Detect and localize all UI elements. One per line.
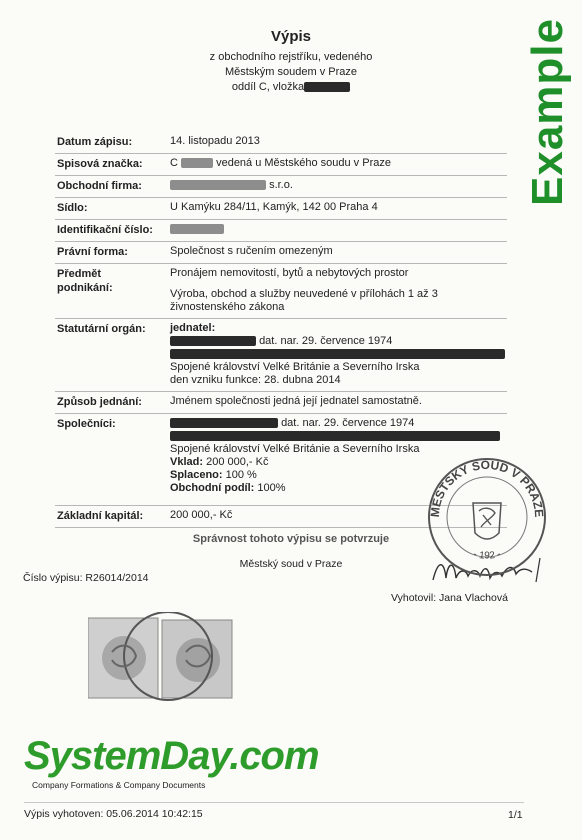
footer-divider <box>24 802 524 803</box>
row-label: Statutární orgán: <box>57 323 146 335</box>
row-statutarni-organ <box>55 319 507 392</box>
row-label: Předmět podnikání: <box>57 268 113 294</box>
row-value: Jménem společnosti jedná její jednatel samostatně. <box>170 395 422 407</box>
podil-label: Obchodní podíl: <box>170 482 255 494</box>
statutar-dob: dat. nar. 29. července 1974 <box>259 335 393 347</box>
spolecnik-name-line <box>170 417 507 430</box>
splaceno-value: 100 % <box>225 469 257 481</box>
row-predmet-podnikani <box>55 264 507 319</box>
seal-top-text: MĚSTSKÝ SOUD V PRAZE <box>427 457 547 518</box>
vklad-label: Vklad: <box>170 456 204 468</box>
issued-by: Vyhotovil: Jana Vlachová <box>391 592 508 604</box>
statutar-address-line <box>170 348 507 361</box>
redaction-bar <box>170 180 266 190</box>
watermark-text: Example <box>523 18 572 206</box>
subtitle-line-2: Městským soudem v Praze <box>224 66 358 78</box>
row-label: Právní forma: <box>57 246 128 258</box>
spis-prefix: C <box>170 157 178 169</box>
document-title: Výpis <box>270 28 312 45</box>
row-label: Základní kapitál: <box>57 510 144 522</box>
spolecnik-address-line <box>170 430 507 443</box>
row-obchodni-firma <box>55 176 507 198</box>
document-subtitle <box>0 50 582 95</box>
spis-text: vedená u Městského soudu v Praze <box>216 157 391 169</box>
confirmation-text: Správnost tohoto výpisu se potvrzuje <box>192 533 390 545</box>
logo-tagline: Company Formations & Company Documents <box>32 780 206 790</box>
vklad-value: 200 000,- Kč <box>206 456 269 468</box>
svg-text:- 192 - <box>472 549 502 562</box>
statutar-name-line <box>170 335 507 348</box>
subtitle-line-3 <box>0 80 582 95</box>
page-number: 1/1 <box>508 809 523 821</box>
row-label: Identifikační číslo: <box>57 224 153 236</box>
redaction-bar <box>170 418 278 428</box>
statutar-role: jednatel: <box>170 322 216 334</box>
redaction-bar <box>170 431 500 441</box>
row-datum-zapisu <box>55 132 507 154</box>
predmet-item-1: Pronájem nemovitostí, bytů a nebytových prostor <box>170 267 409 279</box>
row-ico <box>55 220 507 242</box>
subtitle-line-3-text: oddíl C, vložka <box>231 81 305 93</box>
row-sidlo <box>55 198 507 220</box>
row-label: Datum zápisu: <box>57 136 133 148</box>
statutar-country: Spojené království Velké Británie a Severního Irska <box>170 361 420 373</box>
row-value: 200 000,- Kč <box>170 509 233 521</box>
fee-stamps <box>88 612 248 702</box>
row-zpusob-jednani <box>55 392 507 414</box>
row-value <box>170 179 507 192</box>
logo-brand: SystemDay.com <box>24 734 319 778</box>
seal-bottom-text: - 192 - <box>471 548 503 562</box>
row-label: Spisová značka: <box>57 158 143 170</box>
generated-timestamp: Výpis vyhotoven: 05.06.2014 10:42:15 <box>24 808 203 820</box>
splaceno-label: Splaceno: <box>170 469 223 481</box>
redaction-bar <box>181 158 213 168</box>
row-value <box>170 223 507 236</box>
court-seal <box>425 455 550 580</box>
extract-number: Číslo výpisu: R26014/2014 <box>23 572 149 584</box>
redaction-bar <box>170 349 505 359</box>
systemday-logo <box>24 734 354 790</box>
row-value <box>170 267 507 314</box>
row-spisova-znacka <box>55 154 507 176</box>
firma-suffix: s.r.o. <box>269 179 293 191</box>
predmet-item-2: Výroba, obchod a služby neuvedené v přílohách 1 až 3 živnostenského zákona <box>170 288 438 313</box>
row-value: U Kamýku 284/11, Kamýk, 142 00 Praha 4 <box>170 201 378 213</box>
row-value: Společnost s ručením omezeným <box>170 245 333 257</box>
row-label: Obchodní firma: <box>57 180 142 192</box>
row-pravni-forma <box>55 242 507 264</box>
redaction-bar <box>304 82 350 92</box>
court-name: Městský soud v Praze <box>239 558 343 570</box>
row-label: Sídlo: <box>57 202 88 214</box>
row-value: 14. listopadu 2013 <box>170 135 260 147</box>
podil-value: 100% <box>257 482 286 494</box>
subtitle-line-1: z obchodního rejstříku, vedeného <box>209 51 373 63</box>
redaction-bar <box>170 224 224 234</box>
statutar-since: den vzniku funkce: 28. dubna 2014 <box>170 374 341 386</box>
example-watermark <box>518 4 578 214</box>
redaction-bar <box>170 336 256 346</box>
spolecnik-country: Spojené království Velké Británie a Severního Irska <box>170 443 420 455</box>
row-label: Společníci: <box>57 418 116 430</box>
spolecnik-dob: dat. nar. 29. července 1974 <box>281 417 415 429</box>
row-label: Způsob jednání: <box>57 396 142 408</box>
row-value <box>170 322 507 387</box>
row-value <box>170 157 507 170</box>
